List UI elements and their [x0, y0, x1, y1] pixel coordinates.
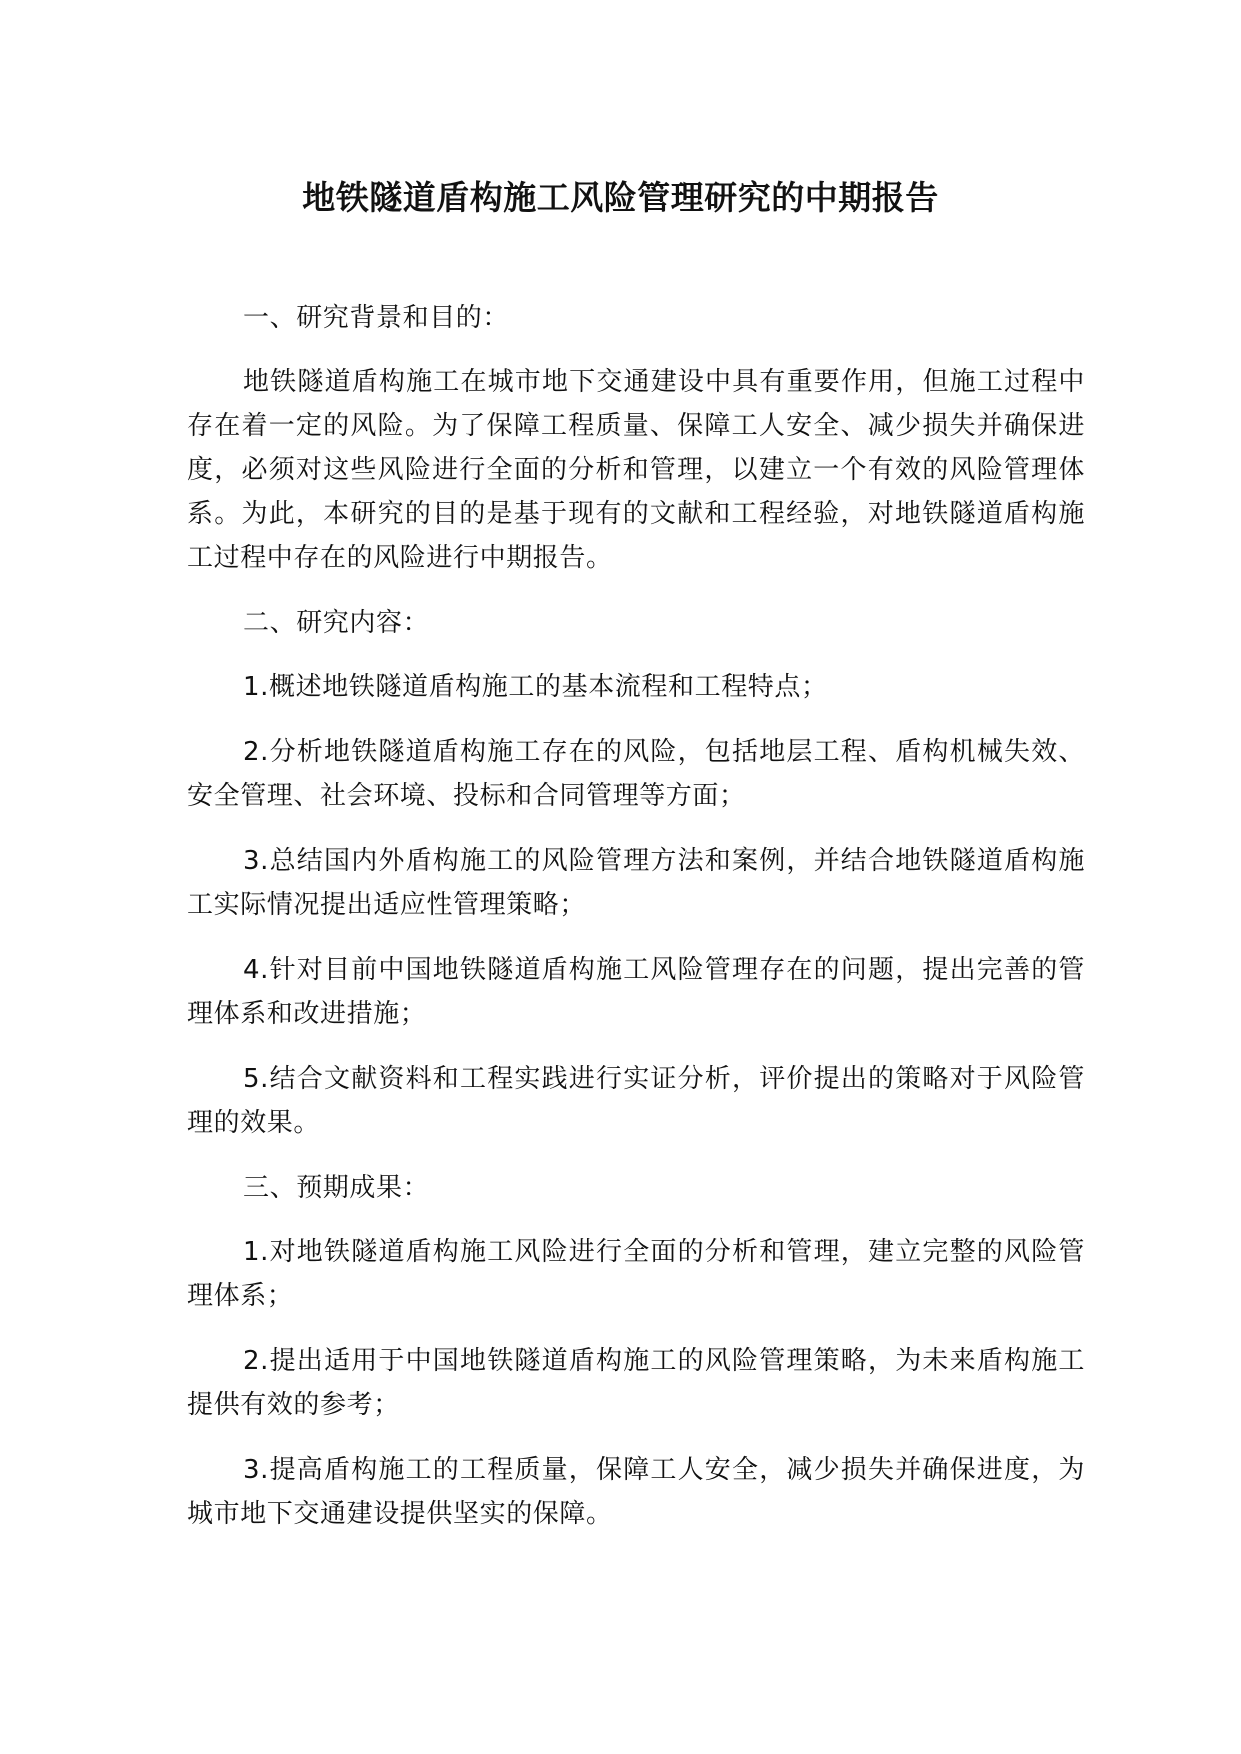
content-item-4: 4.针对目前中国地铁隧道盾构施工风险管理存在的问题，提出完善的管理体系和改进措施； — [187, 955, 1085, 1029]
document-body — [187, 296, 1085, 1557]
content-item-1: 1.概述地铁隧道盾构施工的基本流程和工程特点； — [243, 672, 828, 702]
content-item-2: 2.分析地铁隧道盾构施工存在的风险，包括地层工程、盾构机械失效、安全管理、社会环境、投标和合同管理等方面； — [187, 737, 1085, 811]
section-heading-background: 一、研究背景和目的： — [243, 303, 510, 333]
content-item-5: 5.结合文献资料和工程实践进行实证分析，评价提出的策略对于风险管理的效果。 — [187, 1064, 1085, 1138]
section-heading-content: 二、研究内容： — [243, 608, 430, 638]
outcome-item-2: 2.提出适用于中国地铁隧道盾构施工的风险管理策略，为未来盾构施工提供有效的参考； — [187, 1346, 1085, 1420]
section-heading-outcomes: 三、预期成果： — [243, 1173, 430, 1203]
outcome-item-1: 1.对地铁隧道盾构施工风险进行全面的分析和管理，建立完整的风险管理体系； — [187, 1237, 1085, 1311]
background-paragraph: 地铁隧道盾构施工在城市地下交通建设中具有重要作用，但施工过程中存在着一定的风险。为了保障工程质量、保障工人安全、减少损失并确保进度，必须对这些风险进行全面的分析和管理，以建立一个有效的风险管理体系。为此，本研究的目的是基于现有的文献和工程经验，对地铁隧道盾构施工过程中存在的风险进行中期报告。 — [187, 367, 1085, 573]
outcome-item-3: 3.提高盾构施工的工程质量，保障工人安全，减少损失并确保进度，为城市地下交通建设提供坚实的保障。 — [187, 1455, 1085, 1529]
document-title: 地铁隧道盾构施工风险管理研究的中期报告 — [302, 178, 939, 217]
content-item-3: 3.总结国内外盾构施工的风险管理方法和案例，并结合地铁隧道盾构施工实际情况提出适应性管理策略； — [187, 846, 1085, 920]
